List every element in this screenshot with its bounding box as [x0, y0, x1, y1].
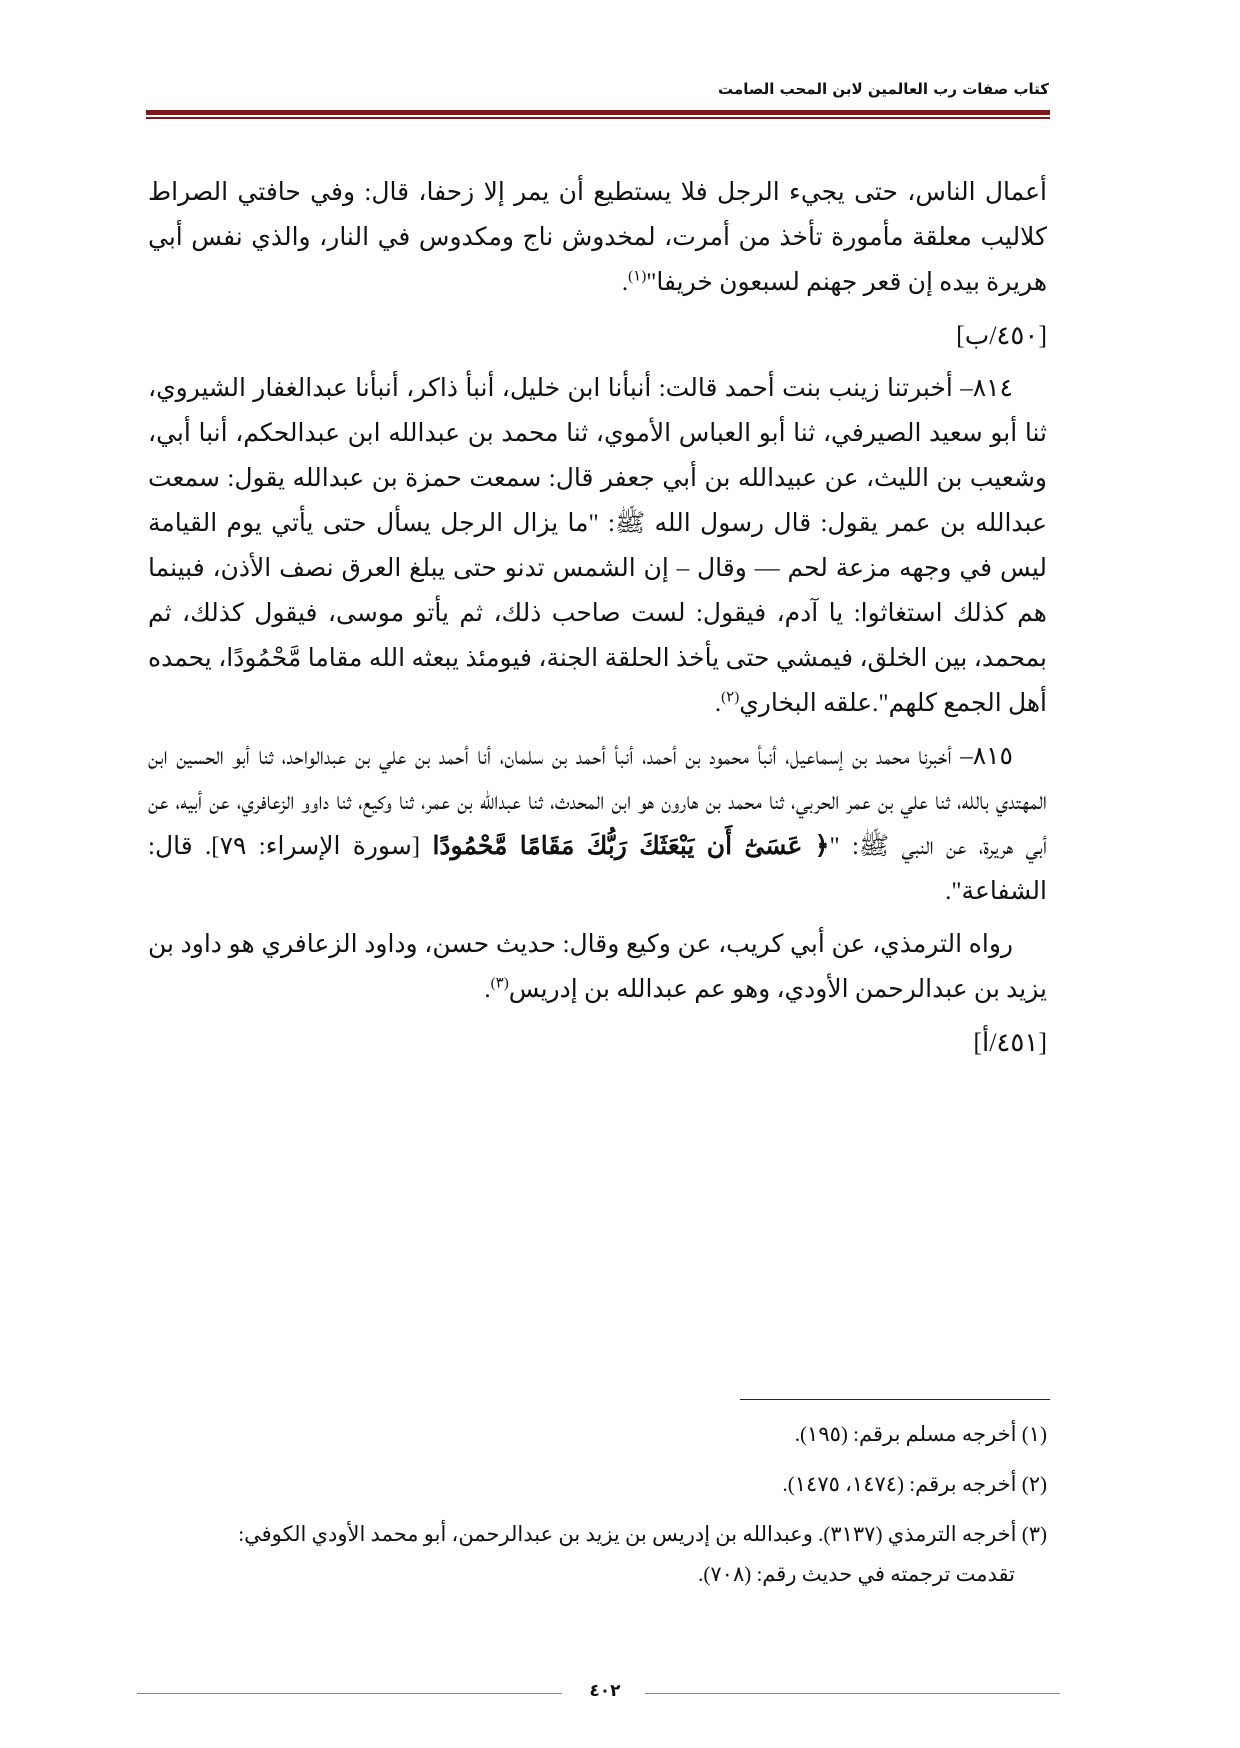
footnote-2: (٢) أخرجه برقم: (١٤٧٤، ١٤٧٥). — [782, 1472, 1047, 1496]
tirmidhi-text: رواه الترمذي، عن أبي كريب، عن وكيع وقال: حديث حسن، وداود الزعافري هو داود بن يزيد بن عبدالرحمن الأودي، وهو عم عبدالله بن إدريس — [148, 931, 1047, 1003]
footnote-separator — [740, 1399, 1050, 1400]
hadith-814-end: . — [714, 690, 722, 717]
quran-verse: ﴿ عَسَىٰٓ أَن يَبْعَثَكَ رَبُّكَ مَقَامًا مَّحْمُودًا — [432, 833, 830, 860]
running-header-title: كتاب صفات رب العالمين لابن المحب الصامت — [718, 80, 1049, 98]
hadith-815-citation: [سورة الإسراء: ٧٩]. قال: الشفاعة". — [148, 833, 1047, 905]
footnote-1: (١) أخرجه مسلم برقم: (١٩٥). — [794, 1422, 1047, 1446]
footer-rule-left — [137, 1693, 562, 1694]
main-text — [148, 170, 1047, 1073]
hadith-814-text: ٨١٤– أخبرتنا زينب بنت أحمد قالت: أنبأنا ابن خليل، أنبأ ذاكر، أنبأنا عبدالغفار الشيروي، ثنا أبو سعيد الصيرفي، ثنا أبو العباس الأموي، ثنا محمد بن عبدالله ابن عبدالحكم، أنبا أبي، وشعيب بن الليث، عن عبيدالله بن أبي جعفر قال: سمعت حمزة بن عبدالله يقول: سمعت عبدالله بن عمر يقول: قال رسول الله ﷺ: "ما يزال الرجل يسأل حتى يأتي يوم القيامة ليس في وجهه مزعة لحم — وقال – إن الشمس تدنو حتى يبلغ العرق نصف الأذن، فبينما هم كذلك استغاثوا: يا آدم، فيقول: لست صاحب ذلك، ثم يأتو موسى، فيقول كذلك، ثم بمحمد، بين الخلق، فيمشي حتى يأخذ الحلقة الجنة، فيومئذ يبعثه الله مقاما مَّحْمُودًا، يحمده أهل الجمع كلهم".علقه البخاري — [148, 375, 1047, 717]
footnote-3: (٣) أخرجه الترمذي (٣١٣٧). وعبدالله بن إدريس بن يزيد بن عبدالرحمن، أبو محمد الأودي الكوفي: — [238, 1522, 1047, 1546]
paragraph-1-end: . — [621, 269, 629, 296]
footnote-ref-1: (١) — [628, 268, 647, 285]
footnote-3-continued: تقدمت ترجمته في حديث رقم: (٧٠٨). — [698, 1562, 1015, 1586]
hadith-815-text: ٨١٥– أخبرنا محمد بن إسماعيل، أنبأ محمود بن أحمد، أنبأ أحمد بن سلمان، أنا أحمد بن علي بن عبدالواحد، ثنا أبو الحسين ابن المهتدي بالله، ثنا علي بن عمر الحربي، ثنا محمد بن هارون هو ابن المحدث، ثنا عبدالله بن عمر، ثنا وكيع، ثنا داوو الزعافري، عن أبيه، عن أبي هريرة، عن النبي ﷺ: " — [148, 743, 1048, 860]
paragraph-1 — [148, 170, 1047, 305]
tirmidhi-end: . — [484, 976, 491, 1003]
hadith-815 — [148, 734, 1047, 914]
folio-marker-450b: [٤٥٠/ب] — [956, 321, 1047, 350]
footnote-ref-3: (٣) — [490, 975, 509, 992]
tirmidhi-paragraph — [148, 922, 1047, 1012]
page-number: ٤٠٢ — [589, 1681, 621, 1701]
footer-rule-right — [645, 1693, 1060, 1694]
paragraph-1-text: أعمال الناس، حتى يجيء الرجل فلا يستطيع أن يمر إلا زحفا، قال: وفي حافتي الصراط كلاليب معلقة مأمورة تأخذ من أمرت، لمخدوش ناج ومكدوس في النار، والذي نفس أبي هريرة بيده إن قعر جهنم لسبعون خريفا" — [148, 179, 1047, 296]
footnote-ref-2: (٢) — [721, 689, 740, 706]
footnotes — [148, 1414, 1047, 1604]
header-rule — [146, 110, 1050, 119]
folio-marker-451a: [٤٥١/أ] — [973, 1028, 1047, 1057]
hadith-814 — [148, 366, 1047, 726]
